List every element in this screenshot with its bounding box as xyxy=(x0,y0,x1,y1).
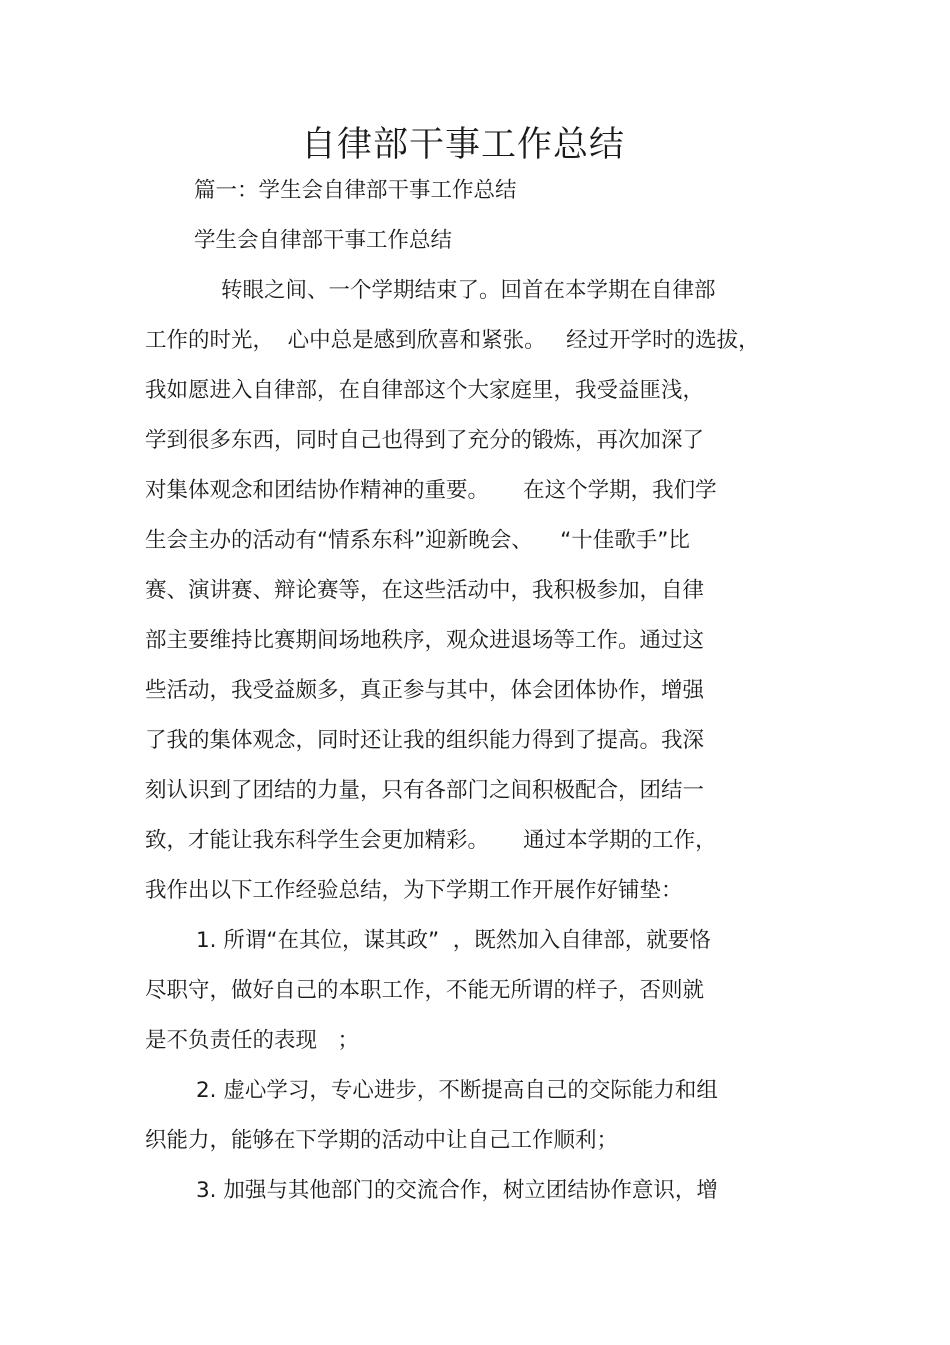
list-item-line: 2. 虚心学习，专心进步，不断提高自己的交际能力和组 xyxy=(196,1078,718,1103)
list-item-line: 织能力，能够在下学期的活动中让自己工作顺利； xyxy=(145,1128,619,1153)
paragraph-line: 赛、演讲赛、辩论赛等，在这些活动中，我积极参加，自律 xyxy=(145,578,705,603)
paragraph-line: 刻认识到了团结的力量，只有各部门之间积极配合，团结一 xyxy=(145,778,705,803)
list-item-line: 3. 加强与其他部门的交流合作，树立团结协作意识，增 xyxy=(196,1178,718,1203)
paragraph-line: 转眼之间、一个学期结束了。回首在本学期在自律部 xyxy=(221,278,716,303)
list-item-line: 尽职守，做好自己的本职工作，不能无所谓的样子，否则就 xyxy=(145,978,705,1003)
paragraph-line: 工作的时光， 心中总是感到欣喜和紧张。 经过开学时的选拔， xyxy=(145,328,760,353)
paragraph-line: 我作出以下工作经验总结，为下学期工作开展作好铺垫： xyxy=(145,878,683,903)
paragraph-line: 了我的集体观念，同时还让我的组织能力得到了提高。我深 xyxy=(145,728,705,753)
subtitle-line: 学生会自律部干事工作总结 xyxy=(194,228,453,253)
paragraph-line: 部主要维持比赛期间场地秩序，观众进退场等工作。通过这 xyxy=(145,628,705,653)
paragraph-line: 学到很多东西，同时自己也得到了充分的锻炼，再次加深了 xyxy=(145,428,705,453)
paragraph-line: 对集体观念和团结协作精神的重要。 在这个学期，我们学 xyxy=(145,478,717,503)
paragraph-line: 致，才能让我东科学生会更加精彩。 通过本学期的工作， xyxy=(145,828,717,853)
section-heading: 篇一：学生会自律部干事工作总结 xyxy=(194,178,517,203)
document-title: 自律部干事工作总结 xyxy=(300,125,625,165)
list-item-line: 1. 所谓“在其位，谋其政” ，既然加入自律部，就要恪 xyxy=(196,928,711,953)
paragraph-line: 我如愿进入自律部，在自律部这个大家庭里，我受益匪浅， xyxy=(145,378,705,403)
paragraph-line: 生会主办的活动有“情系东科”迎新晚会、 “十佳歌手”比 xyxy=(145,528,690,553)
paragraph-line: 些活动，我受益颇多，真正参与其中，体会团体协作，增强 xyxy=(145,678,705,703)
list-item-line: 是不负责任的表现 ； xyxy=(145,1028,360,1053)
